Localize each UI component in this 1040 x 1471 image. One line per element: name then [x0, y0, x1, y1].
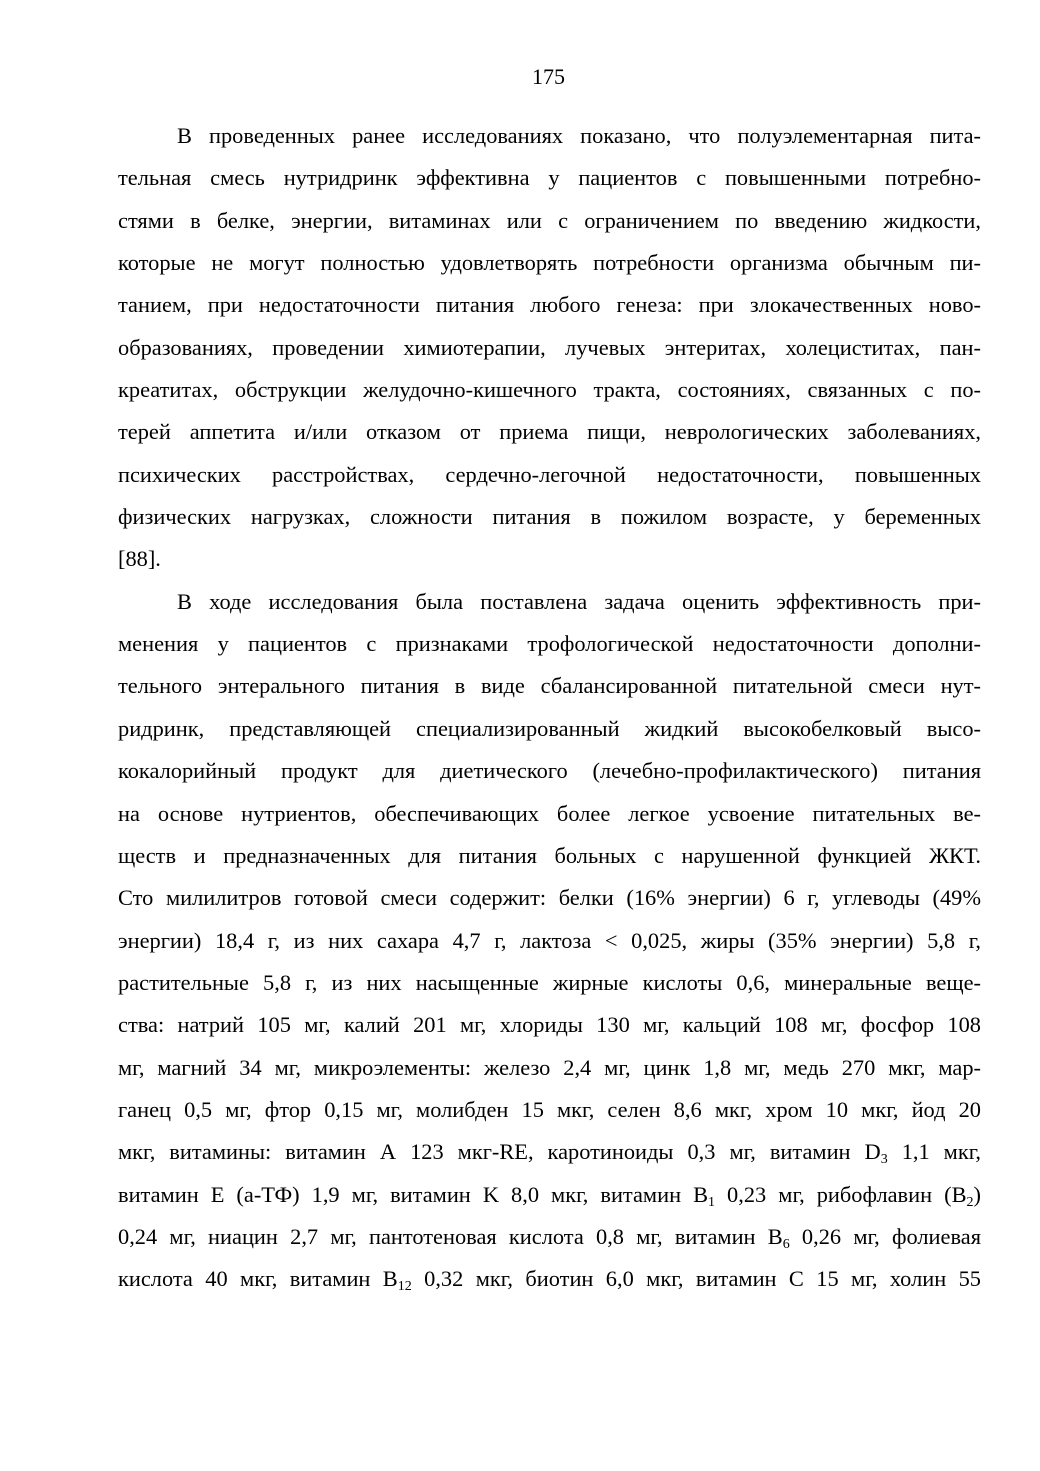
paragraph-2	[118, 581, 981, 1301]
text-line: растительные 5,8 г, из них насыщенные жирные кислоты 0,6, минеральные веще-	[118, 969, 981, 995]
text-line: на основе нутриентов, обеспечивающих более легкое усвоение питательных ве-	[118, 800, 981, 826]
subscript: 12	[397, 1279, 412, 1295]
subscript: 3	[880, 1152, 888, 1168]
text-line: тельного энтерального питания в виде сбалансированной питательной смеси нут-	[118, 673, 981, 699]
text-segment: 0,23 мг, рибофлавин (В	[715, 1181, 967, 1207]
text-line: мг, магний 34 мг, микроэлементы: железо 2,4 мг, цинк 1,8 мг, медь 270 мкг, мар-	[118, 1054, 981, 1080]
subscript: 1	[708, 1194, 716, 1210]
text-line: физических нагрузках, сложности питания в пожилом возрасте, у беременных	[118, 504, 981, 530]
text-line: образованиях, проведении химиотерапии, лучевых энтеритах, холециститах, пан-	[118, 334, 981, 360]
text-segment: 1,1 мкг,	[887, 1139, 981, 1165]
text-line: энергии) 18,4 г, из них сахара 4,7 г, лактоза < 0,025, жиры (35% энергии) 5,8 г,	[118, 927, 981, 953]
page-number: 175	[532, 64, 565, 89]
text-line: ществ и предназначенных для питания больных с нарушенной функцией ЖКТ.	[118, 842, 981, 868]
text-line: [88].	[118, 546, 161, 572]
subscript: 6	[782, 1236, 790, 1252]
subscript: 2	[966, 1194, 974, 1210]
text-line	[118, 1131, 981, 1173]
text-segment: 0,32 мкг, биотин 6,0 мкг, витамин С 15 мг, холин 55	[411, 1266, 981, 1292]
text-line: танием, при недостаточности питания любого генеза: при злокачественных ново-	[118, 292, 981, 318]
text-line	[118, 1258, 981, 1300]
text-line	[118, 1216, 981, 1258]
text-segment: )	[973, 1181, 981, 1207]
text-line: терей аппетита и/или отказом от приема пищи, неврологических заболеваниях,	[118, 419, 981, 445]
text-line: тельная смесь нутридринк эффективна у пациентов с повышенными потребно-	[118, 165, 981, 191]
body-text	[118, 115, 981, 1301]
text-segment: 0,24 мг, ниацин 2,7 мг, пантотеновая кислота 0,8 мг, витамин В	[118, 1223, 783, 1249]
text-line: кокалорийный продукт для диетического (лечебно-профилактического) питания	[118, 758, 981, 784]
text-segment: витамин Е (а-ТФ) 1,9 мг, витамин K 8,0 мкг, витамин В	[118, 1181, 709, 1207]
text-line: ства: натрий 105 мг, калий 201 мг, хлориды 130 мг, кальций 108 мг, фосфор 108	[118, 1012, 981, 1038]
text-line: стями в белке, энергии, витаминах или с ограничением по введению жидкости,	[118, 207, 981, 233]
text-line: В ходе исследования была поставлена задача оценить эффективность при-	[177, 588, 981, 614]
text-line	[118, 1174, 981, 1216]
text-line: ридринк, представляющей специализированный жидкий высокобелковый высо-	[118, 715, 981, 741]
text-line: которые не могут полностью удовлетворять потребности организма обычным пи-	[118, 250, 981, 276]
text-line: ганец 0,5 мг, фтор 0,15 мг, молибден 15 мкг, селен 8,6 мкг, хром 10 мкг, йод 20	[118, 1096, 981, 1122]
text-segment: 0,26 мг, фолиевая	[789, 1223, 981, 1249]
text-line: менения у пациентов с признаками трофологической недостаточности дополни-	[118, 631, 981, 657]
text-line: Сто милилитров готовой смеси содержит: белки (16% энергии) 6 г, углеводы (49%	[118, 885, 981, 911]
text-segment: мкг, витамины: витамин А 123 мкг-RE, каротиноиды 0,3 мг, витамин D	[118, 1139, 881, 1165]
text-line: В проведенных ранее исследованиях показано, что полуэлементарная пита-	[177, 123, 981, 148]
text-line: креатитах, обструкции желудочно-кишечного тракта, состояниях, связанных с по-	[118, 377, 981, 403]
text-segment: кислота 40 мкг, витамин В	[118, 1266, 398, 1292]
text-line: психических расстройствах, сердечно-легочной недостаточности, повышенных	[118, 461, 981, 487]
paragraph-1	[118, 115, 981, 581]
